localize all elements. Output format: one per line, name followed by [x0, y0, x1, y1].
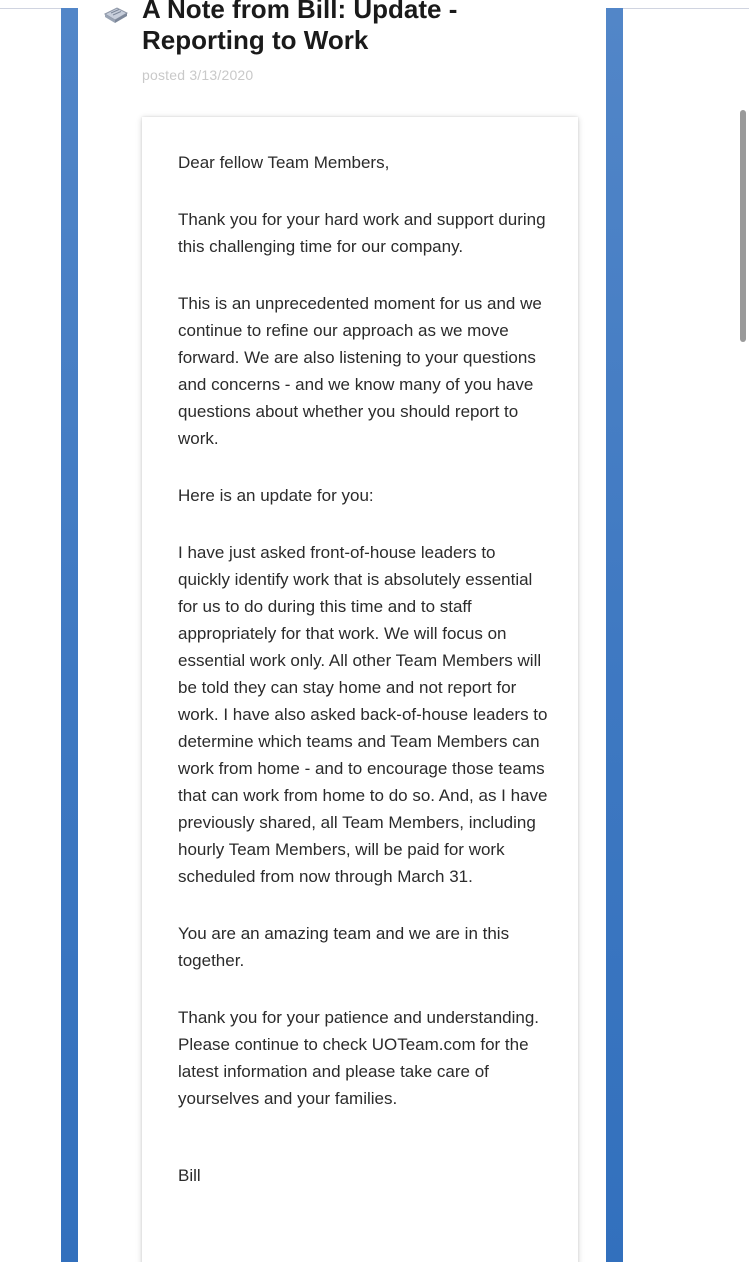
newspaper-icon — [103, 6, 129, 24]
letter-paragraph: This is an unprecedented moment for us and we continue to refine our approach as we move forward. We are also listening to your questions and concerns - and we know many of you have questions about whether you should report to work. — [178, 294, 542, 448]
letter-paragraph: Thank you for your hard work and support during this challenging time for our company. — [178, 210, 546, 256]
letter-signature: Bill — [178, 1166, 201, 1185]
scrollbar[interactable] — [735, 0, 749, 1262]
letter-greeting: Dear fellow Team Members, — [178, 153, 390, 172]
post-title[interactable]: A Note from Bill: Update - Reporting to Work — [142, 0, 458, 55]
letter-body — [178, 149, 550, 1219]
letter-paragraph: I have just asked front-of-house leaders to quickly identify work that is absolutely essential for us to do during this time and to staff appropriately for that work. We will focus on essential work only. All other Team Members will be told they can stay home and not report for work. I have also asked back-of-house leaders to determine which teams and Team Members can work from home - and to encourage those teams that can work from home to do so. And, as I have previously shared, all Team Members, including hourly Team Members, will be paid for work scheduled from now through March 31. — [178, 543, 548, 886]
letter-paragraph: Thank you for your patience and understanding. Please continue to check UOTeam.com for the latest information and please take care of yourselves and your families. — [178, 1008, 540, 1108]
letter-card — [142, 117, 578, 1262]
letter-paragraph: You are an amazing team and we are in this together. — [178, 924, 510, 970]
post-date: posted 3/13/2020 — [142, 67, 254, 83]
scrollbar-thumb[interactable] — [740, 110, 746, 342]
letter-paragraph: Here is an update for you: — [178, 486, 374, 505]
